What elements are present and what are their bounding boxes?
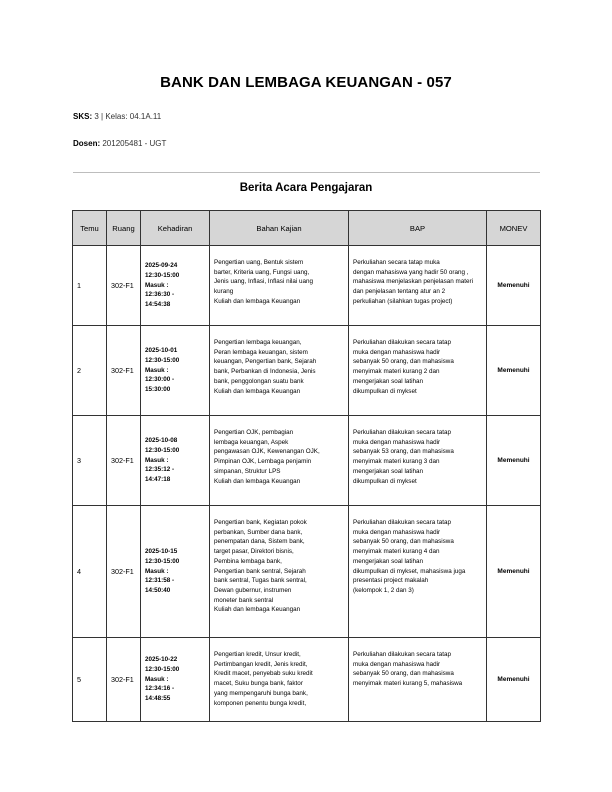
cell-bahan-kajian-line: Pengertian lembaga keuangan, — [214, 339, 302, 346]
cell-bap — [349, 638, 487, 722]
cell-bahan-kajian-line: pengawasan OJK, Kewenangan OJK, — [214, 448, 320, 456]
cell-bahan-kajian-line: simpanan, Struktur LPS — [214, 467, 281, 475]
cell-bap-line: mengerjakan soal latihan — [353, 377, 424, 385]
cell-bahan-kajian-line: macet, Suku bunga bank, faktor — [214, 680, 303, 688]
cell-kehadiran-line: 2025-10-01 — [145, 347, 178, 355]
cell-bap-line: dikumpulkan di mykset — [353, 387, 417, 395]
cell-bahan-kajian-line: Kuliah dan lembaga Keuangan — [214, 297, 301, 305]
cell-bahan-kajian — [210, 638, 349, 722]
cell-bap-line: dan penjelasan tentang atur an 2 — [353, 288, 446, 296]
cell-kehadiran-line: 12:30-15:00 — [145, 356, 180, 364]
cell-kehadiran-line: 12:34:16 - — [145, 685, 175, 693]
col-header-kehadiran: Kehadiran — [141, 211, 210, 246]
cell-bahan-kajian-line: Pengertian kredit, Unsur kredit, — [214, 651, 301, 658]
cell-monev: Memenuhi — [487, 416, 541, 506]
cell-bap-line: perkuliahan (silahkan tugas project) — [353, 297, 453, 305]
cell-bahan-kajian-line: barter, Kriteria uang, Fungsi uang, — [214, 268, 310, 276]
cell-temu: 1 — [73, 246, 107, 326]
cell-bap-line: muka dengan mahasiswa hadir — [353, 660, 441, 668]
cell-bap-line: muka dengan mahasiswa hadir — [353, 348, 441, 356]
cell-bap-line: muka dengan mahasiswa hadir — [353, 438, 441, 446]
cell-kehadiran-line: 2025-10-22 — [145, 656, 178, 664]
page-title: BANK DAN LEMBAGA KEUANGAN - 057 — [160, 74, 452, 91]
cell-bahan-kajian-line: Kuliah dan lembaga Keuangan — [214, 477, 301, 485]
cell-bahan-kajian-line: perbankan, Sumber dana bank, — [214, 528, 303, 536]
cell-bahan-kajian — [210, 326, 349, 416]
cell-bap-line: mengerjakan soal latihan — [353, 467, 424, 475]
cell-bahan-kajian-line: yang mempengaruhi bunga bank, — [214, 689, 308, 697]
cell-temu: 4 — [73, 506, 107, 638]
cell-bahan-kajian-line: bank, Perbankan di Indonesia, Jenis — [214, 368, 316, 376]
cell-bahan-kajian-line: Peran lembaga keuangan, sistem — [214, 348, 308, 356]
cell-ruang: 302-F1 — [107, 326, 141, 416]
cell-bahan-kajian-line: Jenis uang, Inflasi, Inflasi nilai uang — [214, 278, 314, 286]
cell-bap-line: Perkuliahan dilakukan secara tatap — [353, 519, 452, 526]
table-row — [73, 506, 541, 638]
cell-bahan-kajian — [210, 246, 349, 326]
cell-bahan-kajian-line: penempatan dana, Sistem bank, — [214, 538, 305, 546]
cell-kehadiran-line: 12:30:00 - — [145, 376, 175, 384]
cell-kehadiran-line: 14:48:55 — [145, 695, 171, 703]
cell-bahan-kajian-line: bank, penggolongan suatu bank — [214, 377, 304, 385]
table-row — [73, 326, 541, 416]
cell-kehadiran-line: 2025-10-15 — [145, 548, 178, 556]
cell-kehadiran — [141, 246, 210, 326]
cell-bahan-kajian-line: Pembina lembaga bank, — [214, 557, 282, 565]
cell-kehadiran-line: Masuk : — [145, 281, 169, 289]
dosen-value: 201205481 - UGT — [102, 139, 167, 148]
cell-bap-line: dengan mahasiswa yang hadir 50 orang , — [353, 268, 469, 276]
cell-bahan-kajian-line: Kuliah dan lembaga Keuangan — [214, 387, 301, 395]
cell-bap-line: (kelompok 1, 2 dan 3) — [353, 586, 414, 594]
col-header-bahan-kajian: Bahan Kajian — [210, 211, 349, 246]
cell-bap-line: Perkuliahan dilakukan secara tatap — [353, 429, 452, 436]
cell-bap — [349, 246, 487, 326]
cell-bahan-kajian-line: Pertimbangan kredit, Jenis kredit, — [214, 660, 308, 668]
cell-kehadiran-line: 12:30-15:00 — [145, 557, 180, 565]
cell-kehadiran-line: 2025-09-24 — [145, 262, 178, 270]
cell-kehadiran-line: 15:30:00 — [145, 386, 171, 394]
cell-bap-line: dikumpulkan di mykset — [353, 477, 417, 485]
cell-bahan-kajian-line: kurang — [214, 288, 234, 296]
cell-ruang: 302-F1 — [107, 416, 141, 506]
cell-bap-line: presentasi project makalah — [353, 577, 429, 585]
cell-bahan-kajian-line: lembaga keuangan, Aspek — [214, 438, 289, 446]
cell-kehadiran-line: Masuk : — [145, 675, 169, 683]
sks-line — [73, 112, 161, 121]
cell-monev: Memenuhi — [487, 506, 541, 638]
cell-bahan-kajian-line: moneter bank sentral — [214, 596, 274, 604]
cell-kehadiran-line: 14:47:18 — [145, 476, 171, 484]
cell-bap-line: menyimak materi kurang 2 dan — [353, 368, 440, 376]
cell-kehadiran-line: 14:50:40 — [145, 587, 171, 595]
cell-bap-line: sebanyak 50 orang, dan mahasiswa — [353, 538, 454, 546]
cell-bap-line: menyimak materi kurang 3 dan — [353, 458, 440, 466]
col-header-ruang: Ruang — [107, 211, 141, 246]
cell-monev: Memenuhi — [487, 638, 541, 722]
table-row — [73, 246, 541, 326]
cell-bap-line: menyimak materi kurang 4 dan — [353, 548, 440, 556]
cell-bap — [349, 416, 487, 506]
cell-kehadiran — [141, 326, 210, 416]
cell-kehadiran-line: 14:54:38 — [145, 301, 171, 309]
cell-bahan-kajian — [210, 506, 349, 638]
cell-bap — [349, 506, 487, 638]
cell-bap-line: sebanyak 50 orang, dan mahasiswa — [353, 670, 454, 678]
cell-kehadiran-line: Masuk : — [145, 366, 169, 374]
sks-label: SKS: — [73, 112, 93, 121]
dosen-line — [73, 139, 166, 148]
dosen-label: Dosen: — [73, 139, 101, 148]
cell-temu: 3 — [73, 416, 107, 506]
cell-temu: 2 — [73, 326, 107, 416]
cell-bap-line: sebanyak 53 orang, dan mahasiswa — [353, 448, 454, 456]
cell-kehadiran-line: 12:35:12 - — [145, 466, 175, 474]
cell-bap-line: menyimak materi kurang 5, mahasiswa — [353, 680, 463, 688]
cell-bahan-kajian-line: Dewan gubernur, instrumen — [214, 586, 292, 594]
cell-kehadiran — [141, 416, 210, 506]
cell-bahan-kajian-line: Pengertian bank, Kegiatan pokok — [214, 519, 307, 526]
cell-kehadiran-line: Masuk : — [145, 456, 169, 464]
cell-bap-line: muka dengan mahasiswa hadir — [353, 528, 441, 536]
cell-bahan-kajian-line: bank sentral, Tugas bank sentral, — [214, 577, 307, 585]
cell-ruang: 302-F1 — [107, 638, 141, 722]
cell-bap-line: mahasiswa menjelaskan penjelasan materi — [353, 278, 474, 286]
cell-ruang: 302-F1 — [107, 506, 141, 638]
cell-bahan-kajian-line: keuangan, Pengertian bank, Sejarah — [214, 358, 317, 366]
cell-bap-line: sebanyak 50 orang, dan mahasiswa — [353, 358, 454, 366]
cell-kehadiran-line: 12:30-15:00 — [145, 271, 180, 279]
cell-kehadiran-line: 12:30-15:00 — [145, 446, 180, 454]
col-header-monev: MONEV — [487, 211, 541, 246]
cell-bap-line: mengerjakan soal latihan — [353, 557, 424, 565]
cell-bahan-kajian-line: Pengertian uang, Bentuk sistem — [214, 259, 304, 266]
divider — [73, 172, 540, 173]
cell-bahan-kajian-line: Pimpinan OJK, Lembaga penjamin — [214, 458, 312, 466]
cell-bahan-kajian-line: komponen penentu bunga kredit, — [214, 699, 307, 707]
cell-bap-line: Perkuliahan dilakukan secara tatap — [353, 339, 452, 346]
cell-kehadiran-line: 12:31:58 - — [145, 577, 175, 585]
cell-kehadiran — [141, 506, 210, 638]
cell-temu: 5 — [73, 638, 107, 722]
sks-value: 3 | Kelas: 04.1A.11 — [94, 112, 162, 121]
section-title: Berita Acara Pengajaran — [239, 182, 373, 194]
cell-bahan-kajian-line: Kuliah dan lembaga Keuangan — [214, 606, 301, 614]
cell-kehadiran-line: 12:36:30 - — [145, 291, 175, 299]
cell-bahan-kajian-line: Pengertian bank sentral, Sejarah — [214, 567, 306, 575]
cell-bap-line: Perkuliahan dilakukan secara tatap — [353, 651, 452, 658]
cell-monev: Memenuhi — [487, 326, 541, 416]
cell-bahan-kajian — [210, 416, 349, 506]
cell-bap-line: dikumpulkan di mykset, mahasiswa juga — [353, 567, 466, 575]
table-row — [73, 416, 541, 506]
cell-kehadiran — [141, 638, 210, 722]
cell-kehadiran-line: Masuk : — [145, 567, 169, 575]
cell-ruang: 302-F1 — [107, 246, 141, 326]
cell-bap-line: Perkuliahan secara tatap muka — [353, 259, 440, 266]
cell-bap — [349, 326, 487, 416]
cell-monev: Memenuhi — [487, 246, 541, 326]
col-header-temu: Temu — [73, 211, 107, 246]
col-header-bap: BAP — [349, 211, 487, 246]
cell-kehadiran-line: 12:30-15:00 — [145, 665, 180, 673]
cell-bahan-kajian-line: Kredit macet, penyebab suku kredit — [214, 670, 313, 678]
bap-table — [72, 210, 541, 722]
cell-bahan-kajian-line: target pasar, Direktori bisnis, — [214, 548, 294, 556]
cell-kehadiran-line: 2025-10-08 — [145, 437, 178, 445]
cell-bahan-kajian-line: Pengertian OJK, pembagian — [214, 429, 294, 436]
table-header-row — [73, 211, 541, 246]
table-row — [73, 638, 541, 722]
